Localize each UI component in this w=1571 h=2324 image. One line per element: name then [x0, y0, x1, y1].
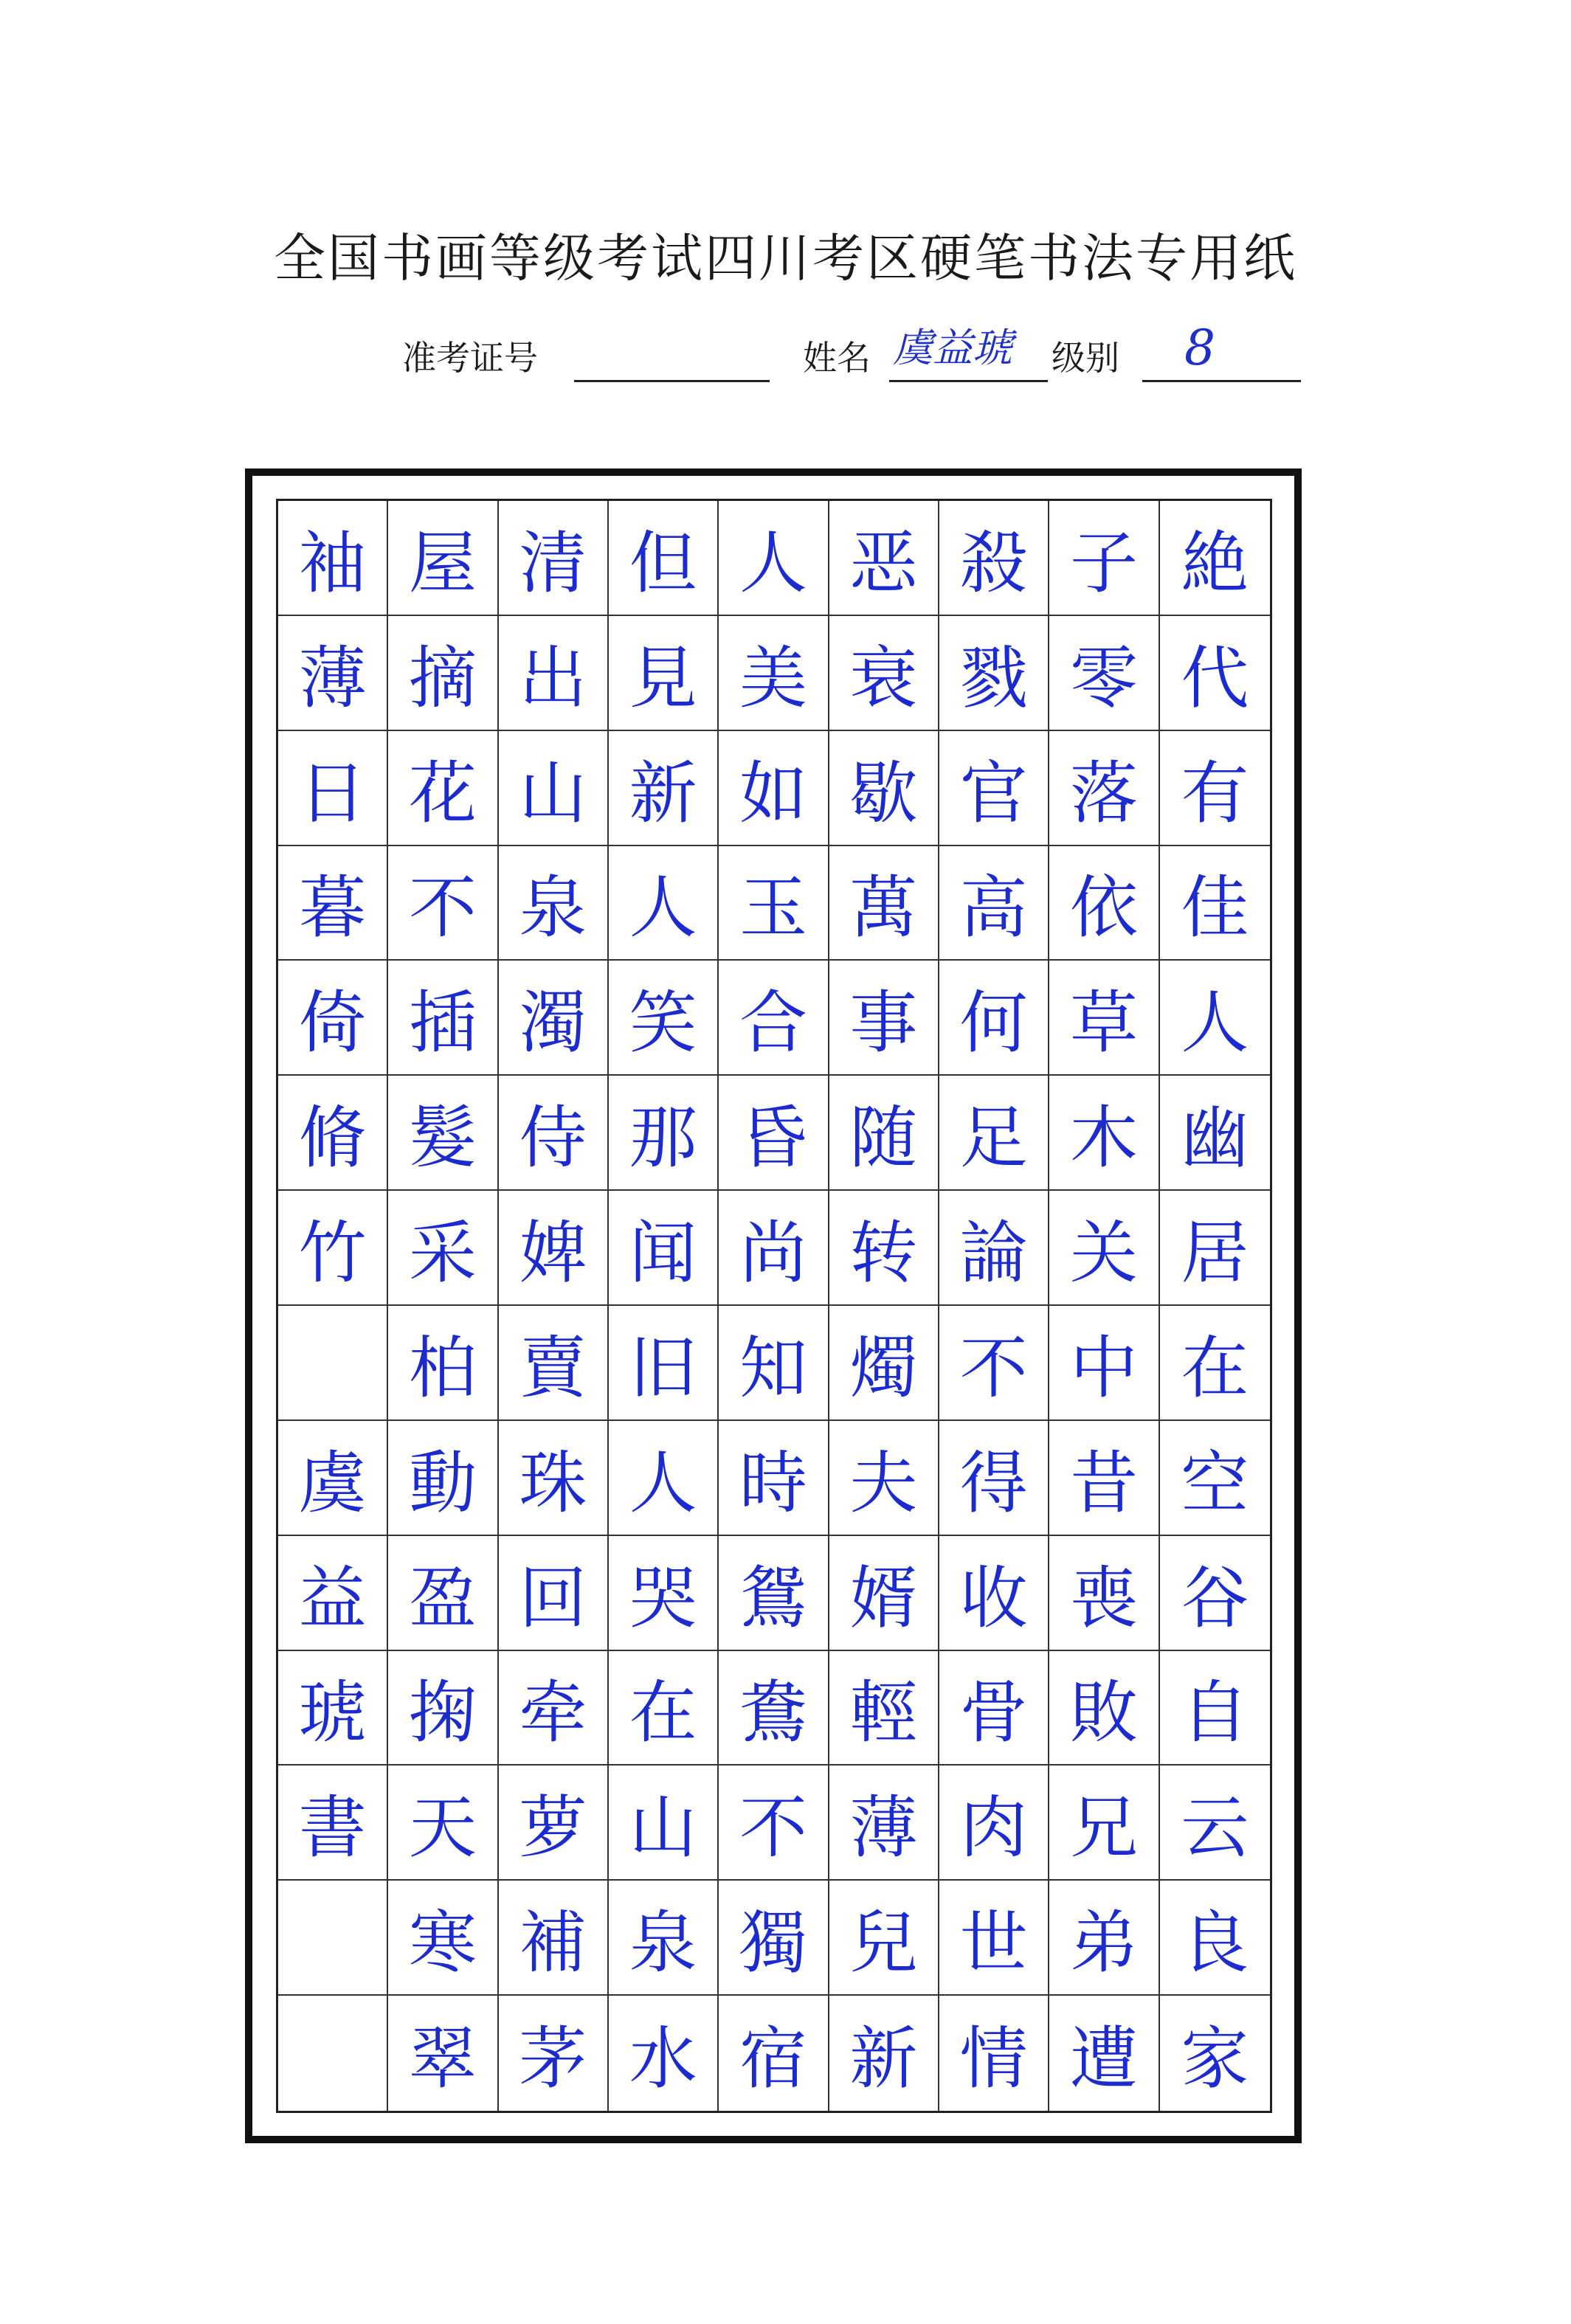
grid-cell: 尚 [719, 1191, 829, 1306]
grid-cell: 輕 [829, 1651, 939, 1766]
grid-cell: 子 [1049, 501, 1159, 616]
grid-cell: 自 [1160, 1651, 1270, 1766]
grid-cell: 摘 [388, 616, 498, 731]
grid-cell: 人 [719, 501, 829, 616]
grid-cell: 鴛 [719, 1536, 829, 1651]
grid-cell: 夫 [829, 1421, 939, 1536]
grid-cell: 賣 [499, 1306, 609, 1421]
grid-cell: 喪 [1049, 1536, 1159, 1651]
grid-cell: 琥 [278, 1651, 388, 1766]
grid-cell: 獨 [719, 1881, 829, 1996]
grid-cell [278, 1306, 388, 1421]
grid-cell: 回 [499, 1536, 609, 1651]
grid-cell: 合 [719, 961, 829, 1076]
grid-cell: 但 [609, 501, 719, 616]
grid-cell: 新 [609, 731, 719, 846]
grid-cell: 情 [939, 1996, 1049, 2111]
grid-cell: 代 [1160, 616, 1270, 731]
grid-cell: 旧 [609, 1306, 719, 1421]
grid-cell: 恶 [829, 501, 939, 616]
grid-cell: 良 [1160, 1881, 1270, 1996]
grid-cell: 采 [388, 1191, 498, 1306]
grid-cell: 在 [609, 1651, 719, 1766]
exam-id-label: 准考证号 [402, 338, 538, 378]
level-field[interactable] [1142, 380, 1301, 382]
grid-cell: 掬 [388, 1651, 498, 1766]
name-label: 姓名 [803, 338, 871, 378]
grid-cell: 珠 [499, 1421, 609, 1536]
grid-cell: 转 [829, 1191, 939, 1306]
grid-cell: 盈 [388, 1536, 498, 1651]
grid-cell: 濁 [499, 961, 609, 1076]
grid-cell: 知 [719, 1306, 829, 1421]
grid-cell [278, 1881, 388, 1996]
grid-cell: 泉 [499, 846, 609, 961]
grid-cell: 茅 [499, 1996, 609, 2111]
grid-cell: 戮 [939, 616, 1049, 731]
grid-cell: 不 [388, 846, 498, 961]
grid-cell: 云 [1160, 1766, 1270, 1881]
grid-cell: 翠 [388, 1996, 498, 2111]
grid-cell: 書 [278, 1766, 388, 1881]
grid-cell: 昏 [719, 1076, 829, 1191]
page-title: 全国书画等级考试四川考区硬笔书法专用纸 [274, 228, 1297, 288]
grid-cell: 牵 [499, 1651, 609, 1766]
grid-cell: 高 [939, 846, 1049, 961]
grid-cell: 萬 [829, 846, 939, 961]
grid-cell: 益 [278, 1536, 388, 1651]
grid-cell: 谷 [1160, 1536, 1270, 1651]
grid-cell: 時 [719, 1421, 829, 1536]
grid-cell: 燭 [829, 1306, 939, 1421]
grid-cell: 佳 [1160, 846, 1270, 961]
grid-cell: 髮 [388, 1076, 498, 1191]
grid-cell: 木 [1049, 1076, 1159, 1191]
level-label: 级别 [1052, 338, 1119, 378]
grid-cell: 婢 [499, 1191, 609, 1306]
grid-cell: 那 [609, 1076, 719, 1191]
grid-cell: 得 [939, 1421, 1049, 1536]
name-field[interactable] [889, 380, 1048, 382]
grid-cell: 屋 [388, 501, 498, 616]
grid-cell: 袖 [278, 501, 388, 616]
grid-cell: 随 [829, 1076, 939, 1191]
grid-cell: 薄 [278, 616, 388, 731]
grid-cell: 人 [609, 846, 719, 961]
grid-cell: 暮 [278, 846, 388, 961]
grid-cell: 柏 [388, 1306, 498, 1421]
grid-cell: 山 [609, 1766, 719, 1881]
grid-cell: 兄 [1049, 1766, 1159, 1881]
grid-cell: 泉 [609, 1881, 719, 1996]
grid-cell: 山 [499, 731, 609, 846]
grid-cell: 事 [829, 961, 939, 1076]
grid-cell: 新 [829, 1996, 939, 2111]
grid-cell: 人 [609, 1421, 719, 1536]
grid-cell: 在 [1160, 1306, 1270, 1421]
grid-cell: 中 [1049, 1306, 1159, 1421]
grid-cell: 家 [1181, 2019, 1249, 2099]
grid-cell: 虞 [278, 1421, 388, 1536]
grid-cell [278, 1996, 388, 2111]
grid-cell: 笑 [609, 961, 719, 1076]
grid-cell: 哭 [609, 1536, 719, 1651]
grid-cell: 闻 [609, 1191, 719, 1306]
grid-cell: 薄 [829, 1766, 939, 1881]
exam-id-field[interactable] [574, 380, 770, 382]
grid-cell: 婿 [829, 1536, 939, 1651]
grid-cell: 官 [939, 731, 1049, 846]
grid-cell: 萝 [499, 1766, 609, 1881]
grid-cell: 水 [609, 1996, 719, 2111]
grid-cell: 收 [939, 1536, 1049, 1651]
calligraphy-grid [276, 499, 1272, 2113]
grid-cell: 寒 [388, 1881, 498, 1996]
grid-cell: 絶 [1160, 501, 1270, 616]
grid-cell: 人 [1160, 961, 1270, 1076]
grid-cell: 关 [1049, 1191, 1159, 1306]
grid-cell: 落 [1049, 731, 1159, 846]
grid-cell: 殺 [939, 501, 1049, 616]
grid-cell: 天 [388, 1766, 498, 1881]
grid-cell: 空 [1160, 1421, 1270, 1536]
grid-cell: 遭 [1049, 1996, 1159, 2111]
grid-cell: 侍 [499, 1076, 609, 1191]
grid-cell: 鴦 [719, 1651, 829, 1766]
grid-cell: 動 [388, 1421, 498, 1536]
grid-cell: 宿 [719, 1996, 829, 2111]
level-value: 8 [1184, 319, 1215, 376]
grid-cell: 依 [1049, 846, 1159, 961]
grid-cell: 出 [499, 616, 609, 731]
grid-cell: 清 [499, 501, 609, 616]
grid-cell: 日 [278, 731, 388, 846]
grid-cell: 昔 [1049, 1421, 1159, 1536]
grid-cell: 不 [939, 1306, 1049, 1421]
grid-cell: 居 [1160, 1191, 1270, 1306]
grid-cell: 敗 [1049, 1651, 1159, 1766]
grid-cell: 衰 [829, 616, 939, 731]
grid-cell: 倚 [278, 961, 388, 1076]
grid-cell: 脩 [278, 1076, 388, 1191]
grid-cell: 有 [1160, 731, 1270, 846]
name-value: 虞益琥 [893, 325, 1012, 371]
grid-cell: 骨 [939, 1651, 1049, 1766]
grid-cell: 竹 [278, 1191, 388, 1306]
grid-cell: 世 [939, 1881, 1049, 1996]
grid-cell: 玉 [719, 846, 829, 961]
grid-cell: 兒 [829, 1881, 939, 1996]
grid-cell: 補 [499, 1881, 609, 1996]
grid-cell: 足 [939, 1076, 1049, 1191]
grid-cell: 見 [609, 616, 719, 731]
grid-cell: 零 [1049, 616, 1159, 731]
grid-cell: 如 [719, 731, 829, 846]
grid-cell: 幽 [1160, 1076, 1270, 1191]
grid-cell: 歇 [829, 731, 939, 846]
grid-cell: 草 [1049, 961, 1159, 1076]
grid-cell: 花 [388, 731, 498, 846]
grid-cell: 美 [719, 616, 829, 731]
grid-cell: 何 [939, 961, 1049, 1076]
grid-cell: 論 [939, 1191, 1049, 1306]
grid-cell: 不 [719, 1766, 829, 1881]
grid-cell: 肉 [939, 1766, 1049, 1881]
grid-cell: 弟 [1049, 1881, 1159, 1996]
grid-cell: 插 [388, 961, 498, 1076]
